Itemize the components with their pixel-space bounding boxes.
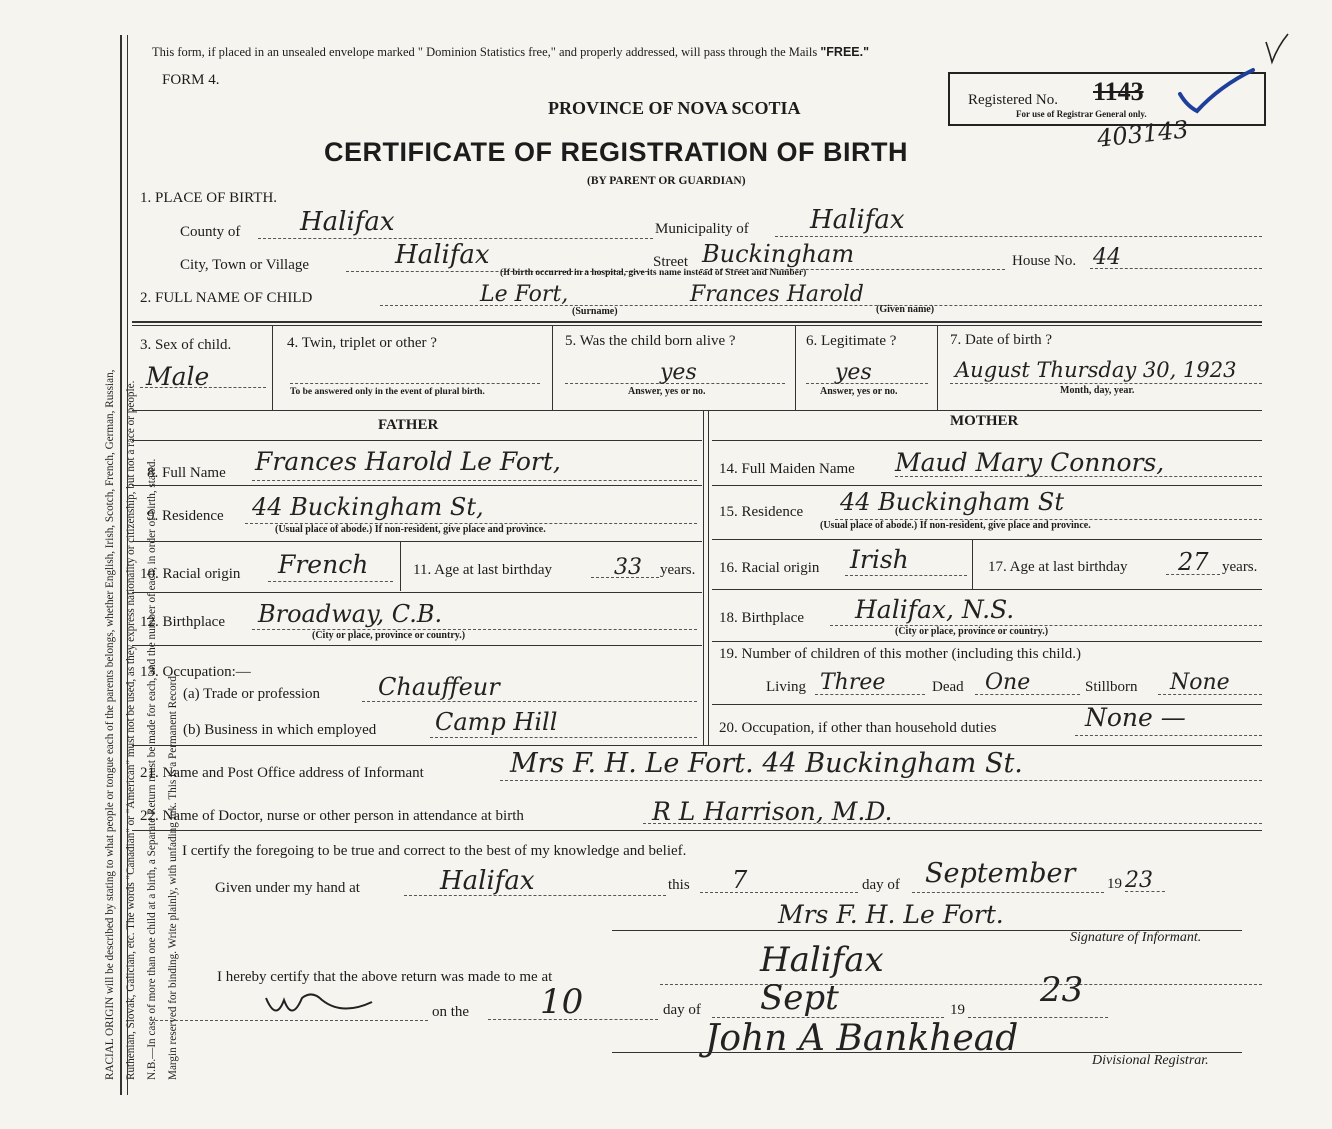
mother-residence: 44 Buckingham St	[840, 488, 1064, 516]
margin-note: Margin reserved for binding. Write plainly, with unfading ink. This is a Permanent Record.	[167, 673, 179, 1080]
trade-value: Chauffeur	[378, 673, 500, 701]
mother-age-label: 17. Age at last birthday	[988, 559, 1128, 575]
on-the-label: on the	[432, 1004, 470, 1020]
living-value: Three	[820, 670, 886, 695]
county-value: Halifax	[300, 207, 395, 237]
dead-label: Dead	[932, 679, 964, 695]
business-value: Camp Hill	[435, 708, 558, 736]
checkmark-icon	[1175, 66, 1255, 121]
mother-birthplace: Halifax, N.S.	[855, 595, 1015, 624]
father-name-label: 8. Full Name	[147, 465, 226, 481]
form-number: FORM 4.	[162, 72, 220, 88]
margin-note: Ruthenian, Slovak, Galician, etc. The words "Canadian" or "American" must not be used, as they express nationality or citizenship, but not a race or people.	[125, 380, 137, 1080]
twin-label: 4. Twin, triplet or other ?	[287, 335, 437, 351]
day-of-label: day of	[862, 877, 900, 893]
child-given-name: Frances Harold	[690, 282, 864, 307]
given-label: Given under my hand at	[215, 880, 360, 896]
twin-note: To be answered only in the event of plural birth.	[290, 387, 485, 397]
house-label: House No.	[1012, 253, 1077, 269]
county-label: County of	[180, 224, 241, 240]
dob-value: August Thursday 30, 1923	[955, 358, 1237, 382]
alive-note: Answer, yes or no.	[628, 386, 706, 397]
registrar-use-note: For use of Registrar General only.	[1016, 109, 1147, 119]
registrar-text: I hereby certify that the above return was made to me at	[217, 969, 553, 985]
province-heading: PROVINCE OF NOVA SCOTIA	[548, 98, 801, 118]
registrar-day-of-label: day of	[663, 1002, 701, 1018]
doctor-value: R L Harrison, M.D.	[652, 797, 893, 826]
dob-note: Month, day, year.	[1060, 385, 1135, 396]
father-race: French	[278, 550, 369, 579]
mother-occupation: None —	[1085, 703, 1186, 732]
father-heading: FATHER	[378, 417, 439, 433]
given-place: Halifax	[440, 866, 535, 896]
dob-label: 7. Date of birth ?	[950, 332, 1053, 348]
doctor-label: 22. Name of Doctor, nurse or other person in attendance at birth	[140, 808, 524, 824]
legitimate-value: yes	[835, 360, 872, 385]
street-label: Street	[653, 254, 688, 270]
business-label: (b) Business in which employed	[183, 722, 377, 738]
father-residence: 44 Buckingham St,	[252, 493, 484, 521]
mail-free: "FREE."	[820, 45, 870, 59]
living-label: Living	[766, 679, 806, 695]
mother-birthplace-note: (City or place, province or country.)	[895, 626, 1049, 637]
mail-notice-text: This form, if placed in an unsealed envelope marked " Dominion Statistics free," and properly addressed, will pass through the Mails	[152, 45, 818, 59]
sex-value: Male	[146, 362, 210, 391]
legitimate-note: Answer, yes or no.	[820, 386, 898, 397]
house-value: 44	[1093, 245, 1121, 270]
dead-value: One	[985, 670, 1031, 695]
given-year: 23	[1125, 868, 1153, 893]
margin-note: N.B.—In case of more than one child at a birth, a Separate Return must be made for each, and the number of each, in order of birth, stated.	[146, 458, 158, 1080]
given-year-prefix: 19	[1107, 876, 1122, 892]
alive-label: 5. Was the child born alive ?	[565, 333, 736, 349]
margin-note: RACIAL ORIGIN will be described by stating to what people or tongue each of the parents belongs, whether English, Irish, Scotch, French, German, Russian,	[104, 369, 116, 1080]
mother-name-label: 14. Full Maiden Name	[719, 461, 855, 477]
mother-race-label: 16. Racial origin	[719, 560, 820, 576]
informant-label: 21. Name and Post Office address of Informant	[140, 765, 424, 781]
father-age-label: 11. Age at last birthday	[413, 562, 552, 578]
registrar-day: 10	[540, 982, 584, 1022]
informant-signature-label: Signature of Informant.	[1070, 930, 1202, 945]
registrar-year-prefix: 19	[950, 1002, 965, 1018]
child-surname: Le Fort,	[480, 282, 569, 307]
father-residence-label: 9. Residence	[147, 508, 224, 524]
binding-line	[120, 35, 122, 1095]
surname-note: (Surname)	[572, 306, 618, 317]
given-month: September	[925, 858, 1076, 889]
mother-occupation-label: 20. Occupation, if other than household duties	[719, 720, 997, 736]
alive-value: yes	[660, 360, 697, 385]
page-subtitle: (BY PARENT OR GUARDIAN)	[587, 175, 746, 187]
registered-label: Registered No.	[968, 92, 1058, 108]
place-heading: 1. PLACE OF BIRTH.	[140, 190, 278, 206]
mother-residence-note: (Usual place of abode.) If non-resident, give place and province.	[820, 520, 1091, 531]
father-race-label: 10. Racial origin	[140, 566, 241, 582]
registered-number: 1143	[1093, 77, 1144, 106]
binding-line	[127, 35, 128, 1095]
certify-text: I certify the foregoing to be true and correct to the best of my knowledge and belief.	[182, 843, 687, 859]
municipality-value: Halifax	[810, 205, 905, 235]
registrar-place: Halifax	[760, 940, 884, 980]
registrar-month: Sept	[760, 978, 839, 1018]
handwritten-registration-number: 403143	[1095, 115, 1190, 153]
stillborn-value: None	[1170, 670, 1230, 695]
stillborn-label: Stillborn	[1085, 679, 1138, 695]
father-occupation-label: 13. Occupation:—	[140, 664, 251, 680]
city-value: Halifax	[395, 240, 490, 270]
father-name: Frances Harold Le Fort,	[255, 447, 561, 476]
children-count-label: 19. Number of children of this mother (including this child.)	[719, 646, 1082, 662]
margin-notes	[100, 20, 184, 1080]
street-value: Buckingham	[702, 240, 855, 268]
mother-race: Irish	[850, 545, 909, 574]
hospital-note: (If birth occurred in a hospital, give its name instead of Street and Number)	[500, 268, 807, 278]
father-years: years.	[660, 562, 696, 578]
informant-value: Mrs F. H. Le Fort. 44 Buckingham St.	[510, 748, 1023, 779]
this-label: this	[668, 877, 690, 893]
municipality-label: Municipality of	[655, 221, 749, 237]
legitimate-label: 6. Legitimate ?	[806, 333, 897, 349]
father-birthplace: Broadway, C.B.	[258, 600, 443, 628]
mother-residence-label: 15. Residence	[719, 504, 804, 520]
mother-heading: MOTHER	[950, 413, 1019, 429]
sex-label: 3. Sex of child.	[140, 337, 232, 353]
registrar-signature: John A Bankhead	[705, 1018, 1019, 1059]
mother-name: Maud Mary Connors,	[895, 448, 1165, 477]
mother-years: years.	[1222, 559, 1258, 575]
registrar-year: 23	[1040, 970, 1084, 1010]
city-label: City, Town or Village	[180, 257, 310, 273]
given-name-note: (Given name)	[876, 304, 935, 315]
father-age: 33	[614, 555, 642, 580]
check-mark-icon	[1262, 32, 1292, 66]
father-birthplace-note: (City or place, province or country.)	[312, 630, 466, 641]
mother-birthplace-label: 18. Birthplace	[719, 610, 804, 626]
registrar-signature-label: Divisional Registrar.	[1092, 1053, 1209, 1068]
mail-notice	[152, 45, 869, 60]
given-day: 7	[732, 866, 748, 894]
mother-age: 27	[1178, 548, 1209, 576]
father-residence-note: (Usual place of abode.) If non-resident, give place and province.	[275, 524, 546, 535]
informant-signature: Mrs F. H. Le Fort.	[778, 900, 1004, 929]
trade-label: (a) Trade or profession	[183, 686, 321, 702]
registered-box	[948, 72, 1266, 126]
father-birthplace-label: 12. Birthplace	[140, 614, 225, 630]
child-name-label: 2. FULL NAME OF CHILD	[140, 290, 313, 306]
page-title: CERTIFICATE OF REGISTRATION OF BIRTH	[324, 137, 908, 167]
